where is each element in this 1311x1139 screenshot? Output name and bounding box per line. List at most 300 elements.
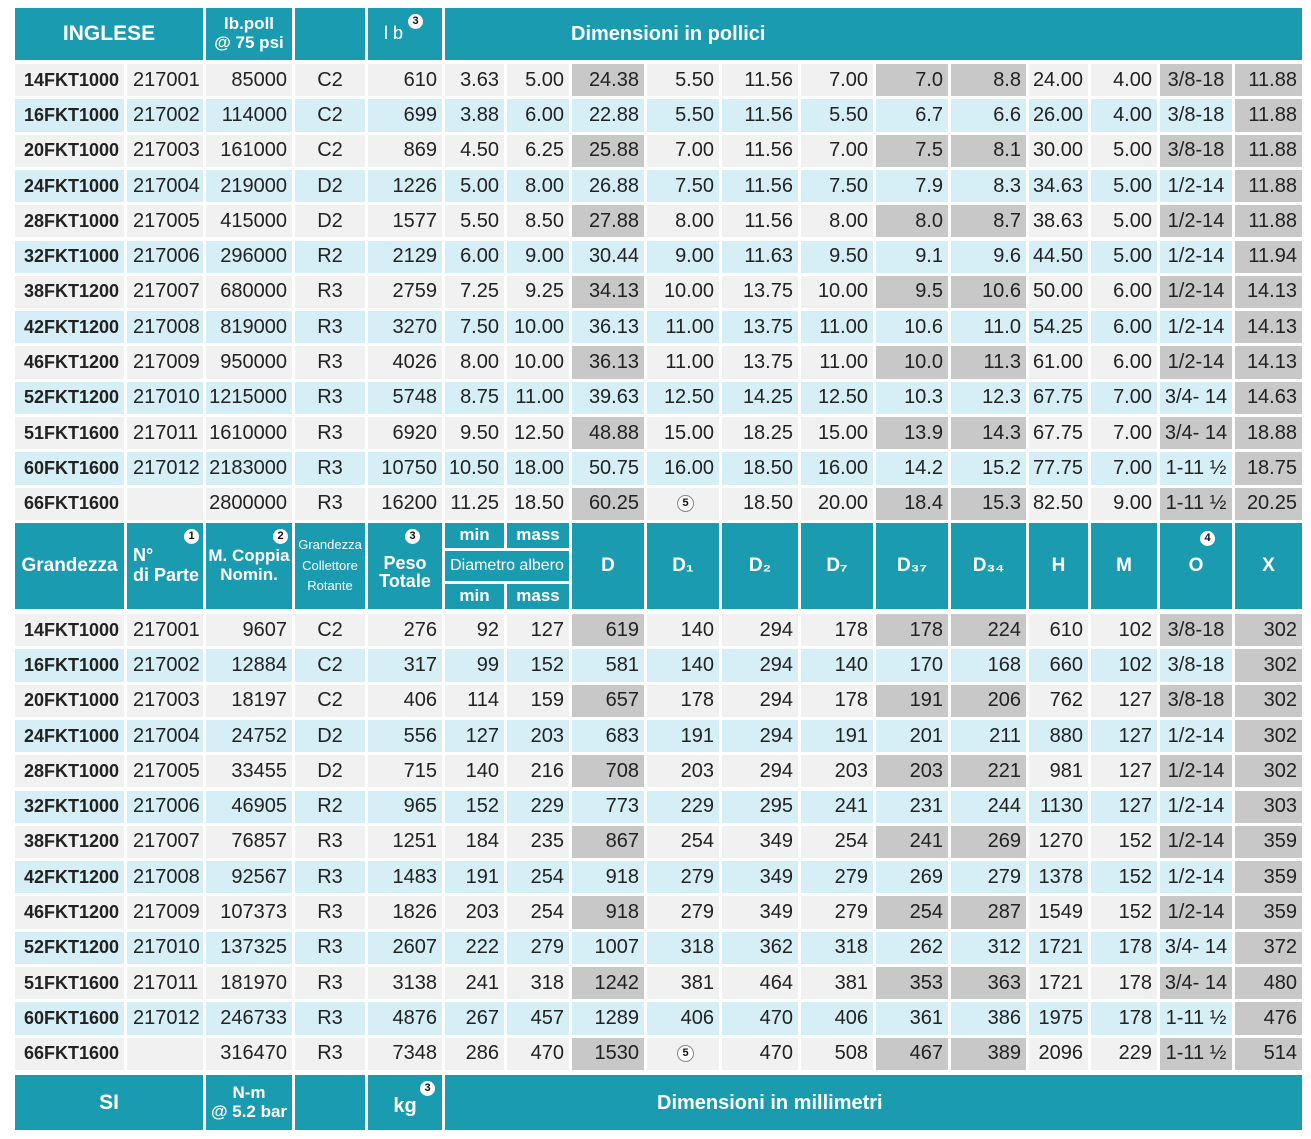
- cell-value: 1-11 ½: [1165, 492, 1227, 515]
- cell-X: [1235, 64, 1302, 96]
- cell-value: 217009: [133, 351, 200, 374]
- cell-weight: [368, 64, 442, 96]
- cell-M: [1091, 614, 1157, 646]
- cell-value: 66FKT1600: [24, 1043, 120, 1064]
- cell-H: [1029, 649, 1088, 681]
- col-D1-label: D₁: [672, 554, 694, 576]
- cell-collettore: [295, 170, 365, 202]
- cell-M: [1091, 346, 1157, 378]
- cell-value: 18.4: [904, 492, 943, 515]
- cell-value: 140: [834, 653, 868, 676]
- cell-value: 819000: [220, 315, 287, 338]
- cell-value: 7.25: [460, 280, 499, 303]
- cell-value: 610: [1049, 618, 1083, 641]
- cell-value: 619: [605, 618, 639, 641]
- cell-size: [15, 99, 124, 131]
- cell-value: 10750: [381, 456, 437, 479]
- cell-D37: [876, 720, 948, 752]
- cell-size: [15, 614, 124, 646]
- cell-O: [1160, 932, 1232, 964]
- cell-X: [1235, 241, 1302, 273]
- cell-torque: [206, 382, 292, 414]
- cell-collettore: [295, 205, 365, 237]
- cell-value: 918: [605, 865, 639, 888]
- cell-O: [1160, 205, 1232, 237]
- cell-value: 1-11 ½: [1165, 1042, 1227, 1065]
- cell-M: [1091, 99, 1157, 131]
- cell-value: 8.3: [993, 174, 1021, 197]
- cell-value: 221: [987, 759, 1021, 782]
- cell-value: 1007: [594, 936, 639, 959]
- cell-shaft-min: [445, 170, 504, 202]
- cell-D: [572, 64, 644, 96]
- cell-value: 217006: [133, 245, 200, 268]
- cell-shaft-min: [445, 64, 504, 96]
- cell-D7: [801, 685, 873, 717]
- cell-value: 217010: [133, 386, 200, 409]
- cell-X: [1235, 932, 1302, 964]
- cell-value: 610: [403, 68, 437, 91]
- header-D37: [876, 523, 948, 609]
- cell-value: 1242: [594, 971, 639, 994]
- col-O-label: O: [1188, 554, 1204, 576]
- cell-value: 7.00: [829, 68, 868, 91]
- cell-part-number: [127, 1038, 203, 1070]
- cell-M: [1091, 276, 1157, 308]
- cell-collettore: [295, 614, 365, 646]
- header-grandezza: [15, 523, 124, 609]
- cell-value: 279: [834, 865, 868, 888]
- cell-value: 16FKT1000: [24, 104, 120, 125]
- torque-unit-line1: N-m: [232, 1082, 266, 1102]
- cell-value: 27.88: [588, 209, 639, 232]
- cell-value: 8.7: [993, 209, 1021, 232]
- cell-weight: [368, 99, 442, 131]
- cell-value: 10.0: [904, 351, 943, 374]
- cell-value: 869: [403, 139, 437, 162]
- cell-shaft-min: [445, 614, 504, 646]
- cell-value: 3.63: [460, 68, 499, 91]
- cell-H: [1029, 311, 1088, 343]
- cell-value: 7.50: [460, 315, 499, 338]
- cell-weight: [368, 967, 442, 999]
- note-badge: 5: [677, 1045, 694, 1062]
- cell-value: 61.00: [1032, 351, 1083, 374]
- cell-D1: [647, 755, 719, 787]
- cell-X: [1235, 276, 1302, 308]
- cell-D34: [951, 99, 1026, 131]
- cell-weight: [368, 861, 442, 893]
- cell-value: 349: [759, 901, 793, 924]
- cell-torque: [206, 967, 292, 999]
- peso-line2: Totale: [379, 571, 431, 591]
- cell-value: R3: [317, 351, 343, 374]
- col-D2-label: D₂: [748, 554, 772, 576]
- cell-shaft-max: [507, 276, 569, 308]
- cell-part-number: [127, 861, 203, 893]
- cell-value: 11.56: [744, 68, 793, 91]
- cell-value: 231: [909, 795, 943, 818]
- cell-value: 1-11 ½: [1165, 1006, 1227, 1029]
- cell-value: 38.63: [1032, 209, 1083, 232]
- cell-value: 1/2-14: [1167, 174, 1225, 197]
- cell-M: [1091, 967, 1157, 999]
- cell-value: 470: [759, 1042, 793, 1065]
- header-torque-unit-imperial: [206, 8, 292, 60]
- cell-weight: [368, 755, 442, 787]
- cell-H: [1029, 276, 1088, 308]
- cell-O: [1160, 826, 1232, 858]
- cell-value: C2: [317, 618, 343, 641]
- cell-D7: [801, 649, 873, 681]
- cell-value: 152: [465, 795, 499, 818]
- collettore-line2: Collettore: [302, 557, 358, 573]
- header-mass-top: [507, 523, 569, 548]
- cell-value: 114: [467, 689, 499, 712]
- header-X: [1235, 523, 1302, 609]
- cell-shaft-max: [507, 64, 569, 96]
- cell-value: 3/4- 14: [1164, 421, 1228, 444]
- cell-value: 51FKT1600: [24, 422, 120, 443]
- cell-value: 8.00: [829, 209, 868, 232]
- cell-O: [1160, 276, 1232, 308]
- cell-weight: [368, 170, 442, 202]
- cell-value: 457: [530, 1006, 564, 1029]
- cell-X: [1235, 649, 1302, 681]
- cell-value: 20FKT1000: [24, 690, 120, 711]
- cell-torque: [206, 861, 292, 893]
- cell-shaft-max: [507, 346, 569, 378]
- cell-D34: [951, 311, 1026, 343]
- cell-D7: [801, 826, 873, 858]
- cell-value: C2: [317, 103, 343, 126]
- cell-value: 152: [1118, 830, 1152, 853]
- cell-value: 4.50: [460, 139, 499, 162]
- cell-shaft-max: [507, 488, 569, 520]
- cell-D7: [801, 896, 873, 928]
- cell-D34: [951, 276, 1026, 308]
- cell-D2: [722, 861, 798, 893]
- cell-value: 279: [680, 901, 714, 924]
- cell-shaft-max: [507, 614, 569, 646]
- cell-value: 203: [530, 724, 564, 747]
- cell-X: [1235, 417, 1302, 449]
- cell-value: 4.00: [1113, 103, 1152, 126]
- cell-shaft-max: [507, 967, 569, 999]
- cell-shaft-min: [445, 241, 504, 273]
- cell-value: 5748: [392, 386, 437, 409]
- cell-shaft-min: [445, 382, 504, 414]
- cell-X: [1235, 861, 1302, 893]
- cell-D34: [951, 932, 1026, 964]
- cell-collettore: [295, 896, 365, 928]
- cell-value: 2183000: [209, 456, 287, 479]
- cell-value: 241: [465, 971, 499, 994]
- cell-shaft-min: [445, 205, 504, 237]
- cell-value: 3/8-18: [1167, 68, 1225, 91]
- cell-D37: [876, 826, 948, 858]
- cell-value: 8.00: [675, 209, 714, 232]
- cell-O: [1160, 170, 1232, 202]
- cell-value: 11.0: [983, 315, 1021, 338]
- cell-value: 140: [680, 618, 714, 641]
- cell-value: 5.50: [460, 209, 499, 232]
- cell-value: 24FKT1000: [24, 175, 120, 196]
- cell-D: [572, 967, 644, 999]
- cell-value: 10.6: [982, 280, 1021, 303]
- cell-M: [1091, 861, 1157, 893]
- cell-value: 39.63: [588, 386, 639, 409]
- cell-M: [1091, 241, 1157, 273]
- cell-value: 556: [403, 724, 437, 747]
- cell-value: 42FKT1200: [24, 866, 120, 887]
- cell-D1: [647, 64, 719, 96]
- cell-shaft-max: [507, 685, 569, 717]
- cell-D37: [876, 488, 948, 520]
- cell-value: 699: [403, 103, 437, 126]
- cell-collettore: [295, 346, 365, 378]
- cell-D34: [951, 614, 1026, 646]
- cell-collettore: [295, 99, 365, 131]
- cell-D2: [722, 135, 798, 167]
- cell-D1: [647, 826, 719, 858]
- cell-H: [1029, 99, 1088, 131]
- cell-shaft-min: [445, 276, 504, 308]
- cell-size: [15, 205, 124, 237]
- cell-value: 11.88: [1248, 103, 1297, 126]
- cell-value: 178: [1118, 1006, 1152, 1029]
- cell-collettore: [295, 382, 365, 414]
- cell-D2: [722, 720, 798, 752]
- cell-collettore: [295, 1038, 365, 1070]
- cell-value: 14.25: [742, 386, 793, 409]
- cell-collettore: [295, 311, 365, 343]
- cell-D: [572, 1002, 644, 1034]
- cell-torque: [206, 64, 292, 96]
- cell-D2: [722, 64, 798, 96]
- cell-value: 269: [987, 830, 1021, 853]
- cell-size: [15, 241, 124, 273]
- col-D37-label: D₃₇: [896, 554, 928, 576]
- cell-value: 30.44: [588, 245, 639, 268]
- cell-D7: [801, 932, 873, 964]
- cell-X: [1235, 896, 1302, 928]
- cell-value: 5.50: [675, 103, 714, 126]
- cell-shaft-max: [507, 311, 569, 343]
- cell-value: 127: [465, 724, 499, 747]
- cell-M: [1091, 417, 1157, 449]
- cell-D34: [951, 346, 1026, 378]
- cell-torque: [206, 452, 292, 484]
- cell-H: [1029, 488, 1088, 520]
- cell-value: 54.25: [1032, 315, 1083, 338]
- cell-H: [1029, 135, 1088, 167]
- cell-torque: [206, 1002, 292, 1034]
- col-H-label: H: [1051, 554, 1066, 576]
- cell-value: 22.88: [588, 103, 639, 126]
- cell-value: 217008: [133, 315, 200, 338]
- cell-value: 203: [680, 759, 714, 782]
- cell-X: [1235, 791, 1302, 823]
- cell-O: [1160, 64, 1232, 96]
- cell-collettore: [295, 967, 365, 999]
- cell-value: 60.25: [588, 492, 639, 515]
- cell-shaft-min: [445, 861, 504, 893]
- cell-D37: [876, 346, 948, 378]
- cell-H: [1029, 861, 1088, 893]
- cell-H: [1029, 64, 1088, 96]
- cell-value: 18197: [231, 689, 287, 712]
- header-M: [1091, 523, 1157, 609]
- cell-value: 42FKT1200: [24, 316, 120, 337]
- cell-collettore: [295, 488, 365, 520]
- cell-value: 279: [530, 936, 564, 959]
- cell-value: 18.00: [513, 456, 564, 479]
- cell-value: 389: [987, 1042, 1021, 1065]
- cell-O: [1160, 614, 1232, 646]
- cell-value: 683: [605, 724, 639, 747]
- cell-value: 38FKT1200: [24, 831, 120, 852]
- cell-torque: [206, 205, 292, 237]
- cell-M: [1091, 685, 1157, 717]
- cell-value: R3: [317, 492, 343, 515]
- cell-D1: [647, 311, 719, 343]
- cell-D37: [876, 382, 948, 414]
- cell-value: 302: [1263, 724, 1297, 747]
- cell-value: 3/8-18: [1167, 103, 1225, 126]
- cell-collettore: [295, 791, 365, 823]
- cell-value: 9.50: [829, 245, 868, 268]
- cell-value: 14.13: [1246, 351, 1297, 374]
- cell-value: 317: [403, 653, 437, 676]
- cell-value: 1549: [1038, 901, 1083, 924]
- cell-value: 137325: [220, 936, 287, 959]
- cell-value: 217012: [133, 456, 200, 479]
- cell-value: 46FKT1200: [24, 902, 120, 923]
- cell-value: 33455: [231, 759, 287, 782]
- cell-value: 206: [987, 689, 1021, 712]
- cell-value: 11.00: [665, 315, 714, 338]
- cell-weight: [368, 135, 442, 167]
- cell-value: 11.00: [665, 351, 714, 374]
- cell-O: [1160, 1002, 1232, 1034]
- cell-size: [15, 791, 124, 823]
- cell-value: 981: [1049, 759, 1083, 782]
- cell-value: 217002: [133, 653, 200, 676]
- cell-value: 7.0: [915, 68, 943, 91]
- cell-D37: [876, 99, 948, 131]
- cell-M: [1091, 826, 1157, 858]
- cell-value: 1/2-14: [1167, 795, 1225, 818]
- cell-shaft-max: [507, 99, 569, 131]
- cell-part-number: [127, 311, 203, 343]
- cell-D: [572, 861, 644, 893]
- cell-shaft-max: [507, 861, 569, 893]
- cell-value: 14.13: [1246, 315, 1297, 338]
- cell-value: 10.3: [904, 386, 943, 409]
- cell-value: R3: [317, 386, 343, 409]
- cell-size: [15, 967, 124, 999]
- cell-D1: [647, 346, 719, 378]
- cell-M: [1091, 311, 1157, 343]
- cell-value: 178: [1118, 936, 1152, 959]
- cell-value: 46FKT1200: [24, 352, 120, 373]
- cell-value: 1-11 ½: [1165, 456, 1227, 479]
- cell-value: 386: [987, 1006, 1021, 1029]
- cell-D34: [951, 861, 1026, 893]
- cell-value: 18.50: [742, 456, 793, 479]
- cell-D: [572, 649, 644, 681]
- cell-value: 18.25: [742, 421, 793, 444]
- torque-unit-line1: lb.poll: [223, 14, 275, 34]
- cell-D34: [951, 791, 1026, 823]
- cell-value: 217003: [133, 689, 200, 712]
- cell-O: [1160, 685, 1232, 717]
- cell-part-number: [127, 99, 203, 131]
- cell-X: [1235, 452, 1302, 484]
- cell-collettore: [295, 452, 365, 484]
- cell-value: 203: [465, 901, 499, 924]
- cell-value: 1721: [1038, 971, 1083, 994]
- cell-torque: [206, 170, 292, 202]
- cell-D2: [722, 755, 798, 787]
- cell-D7: [801, 861, 873, 893]
- cell-D1: [647, 967, 719, 999]
- cell-value: 1975: [1038, 1006, 1083, 1029]
- cell-value: C2: [317, 689, 343, 712]
- cell-value: 254: [909, 901, 943, 924]
- cell-M: [1091, 135, 1157, 167]
- cell-D37: [876, 932, 948, 964]
- cell-value: 1270: [1038, 830, 1083, 853]
- cell-D: [572, 382, 644, 414]
- cell-X: [1235, 346, 1302, 378]
- cell-value: 32FKT1000: [24, 796, 120, 817]
- cell-H: [1029, 614, 1088, 646]
- cell-D37: [876, 64, 948, 96]
- cell-value: 294: [759, 653, 793, 676]
- cell-weight: [368, 205, 442, 237]
- cell-value: 217004: [133, 724, 200, 747]
- cell-value: 241: [909, 830, 943, 853]
- cell-value: 7.00: [1113, 421, 1152, 444]
- cell-H: [1029, 896, 1088, 928]
- cell-shaft-max: [507, 1002, 569, 1034]
- cell-D2: [722, 967, 798, 999]
- cell-value: 294: [759, 689, 793, 712]
- cell-shaft-min: [445, 720, 504, 752]
- cell-value: 32FKT1000: [24, 246, 120, 267]
- cell-value: 12.50: [817, 386, 868, 409]
- cell-value: 102: [1118, 653, 1152, 676]
- cell-value: 1483: [392, 865, 437, 888]
- cell-D2: [722, 1038, 798, 1070]
- cell-value: 262: [909, 936, 943, 959]
- cell-M: [1091, 452, 1157, 484]
- cell-value: 363: [987, 971, 1021, 994]
- cell-X: [1235, 205, 1302, 237]
- cell-value: R3: [317, 936, 343, 959]
- header-part-number: [127, 523, 203, 609]
- col-X-label: X: [1262, 554, 1275, 576]
- cell-O: [1160, 649, 1232, 681]
- col-D7-label: D₇: [826, 554, 848, 576]
- cell-value: 24.00: [1032, 68, 1083, 91]
- cell-M: [1091, 649, 1157, 681]
- cell-size: [15, 135, 124, 167]
- cell-D1: [647, 452, 719, 484]
- cell-value: 44.50: [1032, 245, 1083, 268]
